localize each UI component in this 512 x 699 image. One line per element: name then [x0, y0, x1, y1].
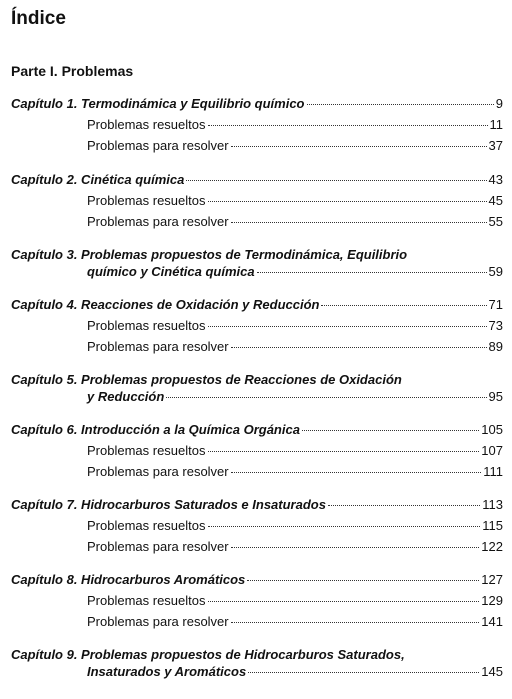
toc-chapter-9[interactable] — [0, 663, 512, 681]
toc-chapter-8[interactable] — [0, 571, 512, 589]
leader-dots — [248, 672, 479, 673]
toc-page-number: 71 — [488, 297, 503, 312]
leader-dots — [257, 272, 487, 273]
toc-page-number: 122 — [481, 539, 503, 554]
toc-label: Problemas resueltos — [87, 193, 206, 208]
leader-dots — [208, 451, 480, 452]
toc-chapter-5[interactable] — [0, 388, 512, 406]
part-title: Parte I. Problemas — [11, 63, 134, 79]
toc-label: Problemas para resolver — [87, 214, 229, 229]
toc-page-number: 107 — [481, 443, 503, 458]
toc-label: Capítulo 7. Hidrocarburos Saturados e Insaturados — [11, 497, 326, 512]
leader-dots — [231, 347, 487, 348]
toc-label: Capítulo 6. Introducción a la Química Orgánica — [11, 422, 300, 437]
toc-chapter-6[interactable] — [0, 421, 512, 439]
leader-dots — [186, 180, 486, 181]
toc-label: Problemas para resolver — [87, 464, 229, 479]
toc-page-number: 145 — [481, 664, 503, 679]
toc-page-number: 129 — [481, 593, 503, 608]
toc-page-number: 115 — [482, 518, 503, 533]
toc-subentry[interactable] — [0, 192, 512, 210]
toc-label: Problemas para resolver — [87, 138, 229, 153]
toc-subentry[interactable] — [0, 338, 512, 356]
toc-label: Capítulo 4. Reacciones de Oxidación y Reducción — [11, 297, 320, 312]
toc-label: Problemas resueltos — [87, 318, 206, 333]
toc-chapter-7[interactable] — [0, 496, 512, 514]
toc-subentry[interactable] — [0, 213, 512, 231]
toc-page-number: 37 — [488, 138, 503, 153]
toc-label: Capítulo 8. Hidrocarburos Aromáticos — [11, 572, 246, 587]
leader-dots — [231, 146, 487, 147]
toc-label: Capítulo 1. Termodinámica y Equilibrio químico — [11, 96, 305, 111]
toc-page-number: 43 — [488, 172, 503, 187]
toc-page-number: 11 — [489, 117, 503, 132]
leader-dots — [231, 622, 480, 623]
toc-label: y Reducción — [87, 389, 165, 404]
toc-subentry[interactable] — [0, 592, 512, 610]
page-title: Índice — [11, 8, 66, 29]
leader-dots — [307, 104, 494, 105]
leader-dots — [321, 305, 486, 306]
toc-subentry[interactable] — [0, 517, 512, 535]
toc-label: Problemas para resolver — [87, 339, 229, 354]
toc-page-number: 89 — [488, 339, 503, 354]
toc-page-number: 113 — [482, 497, 503, 512]
toc-chapter-1[interactable] — [0, 95, 512, 113]
toc-page-number: 105 — [481, 422, 503, 437]
toc-chapter-3[interactable] — [0, 263, 512, 281]
toc-label: Capítulo 2. Cinética química — [11, 172, 185, 187]
toc-subentry[interactable] — [0, 538, 512, 556]
leader-dots — [208, 526, 481, 527]
leader-dots — [231, 472, 482, 473]
toc-subentry[interactable] — [0, 442, 512, 460]
toc-page-number: 127 — [481, 572, 503, 587]
leader-dots — [166, 397, 486, 398]
toc-label: Problemas para resolver — [87, 539, 229, 554]
leader-dots — [208, 125, 488, 126]
toc-subentry[interactable] — [0, 116, 512, 134]
toc-page-number: 73 — [488, 318, 503, 333]
leader-dots — [208, 201, 487, 202]
leader-dots — [208, 326, 487, 327]
toc-subentry[interactable] — [0, 137, 512, 155]
toc-page-number: 45 — [488, 193, 503, 208]
toc-subentry[interactable] — [0, 317, 512, 335]
leader-dots — [208, 601, 480, 602]
leader-dots — [302, 430, 479, 431]
toc-page-number: 111 — [483, 464, 503, 479]
toc-label: Insaturados y Aromáticos — [87, 664, 247, 679]
toc-chapter-5-heading[interactable]: Capítulo 5. Problemas propuestos de Reacciones de Oxidación — [11, 372, 402, 387]
toc-chapter-3-heading[interactable]: Capítulo 3. Problemas propuestos de Termodinámica, Equilibrio — [11, 247, 408, 262]
toc-label: Problemas resueltos — [87, 117, 206, 132]
toc-label: Problemas resueltos — [87, 593, 206, 608]
toc-subentry[interactable] — [0, 463, 512, 481]
toc-page-number: 55 — [488, 214, 503, 229]
toc-chapter-9-heading[interactable]: Capítulo 9. Problemas propuestos de Hidrocarburos Saturados, — [11, 647, 405, 662]
leader-dots — [247, 580, 479, 581]
toc-page-number: 9 — [495, 96, 503, 111]
toc-label: Problemas resueltos — [87, 443, 206, 458]
toc-label: químico y Cinética química — [87, 264, 255, 279]
toc-page-number: 95 — [488, 389, 503, 404]
toc-page-number: 141 — [481, 614, 503, 629]
toc-page-number: 59 — [488, 264, 503, 279]
toc-label: Problemas para resolver — [87, 614, 229, 629]
toc-subentry[interactable] — [0, 613, 512, 631]
leader-dots — [231, 547, 480, 548]
toc-chapter-4[interactable] — [0, 296, 512, 314]
toc-label: Problemas resueltos — [87, 518, 206, 533]
toc-chapter-2[interactable] — [0, 171, 512, 189]
leader-dots — [328, 505, 480, 506]
leader-dots — [231, 222, 487, 223]
